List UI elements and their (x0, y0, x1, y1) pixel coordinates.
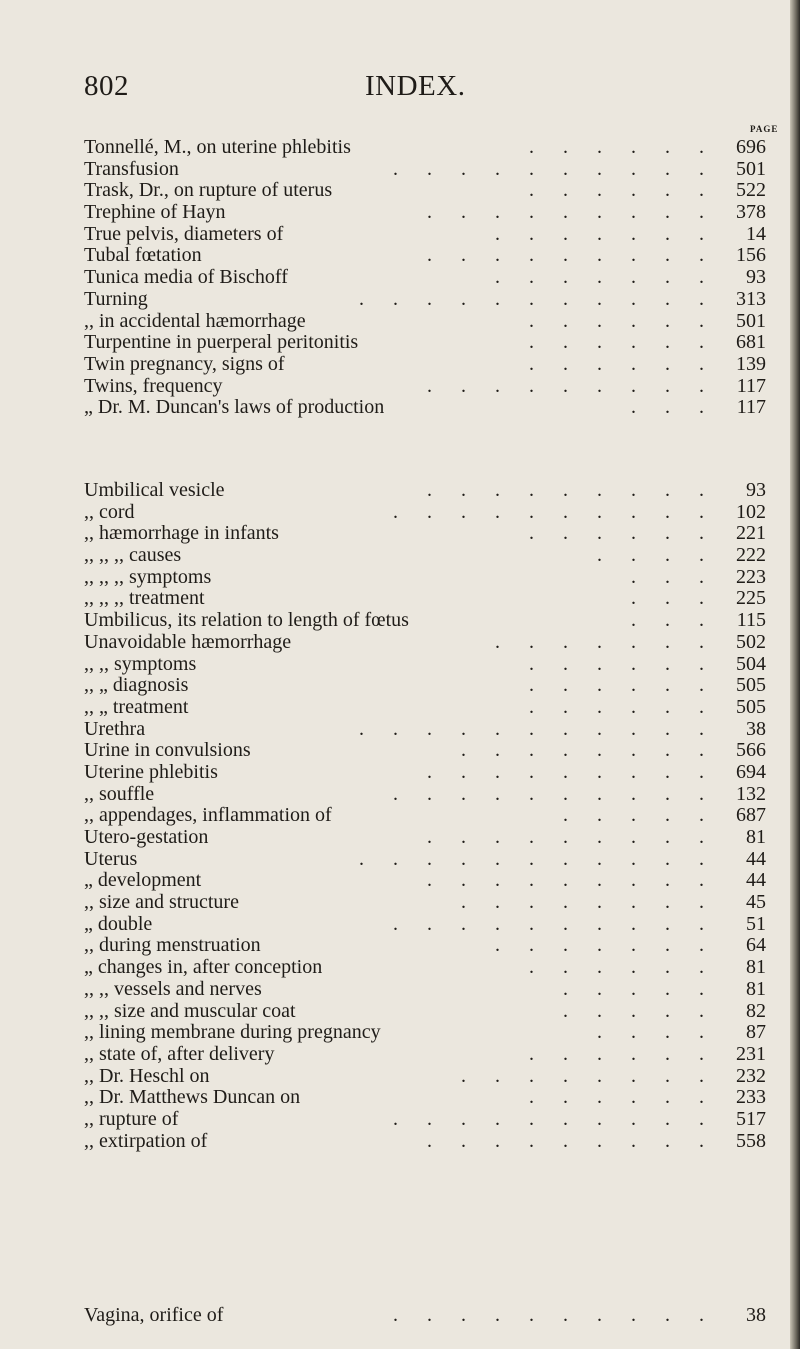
index-entry (84, 1001, 766, 1023)
entry-page-number: 501 (736, 157, 766, 180)
entry-page-number: 687 (736, 804, 766, 827)
entry-text: Vagina, orifice of (84, 1304, 224, 1326)
entry-leader-dots: . . . . (597, 544, 716, 567)
entry-leader-dots: . . . . . . (529, 1042, 716, 1065)
entry-page-number: 102 (736, 500, 766, 523)
entry-leader-dots: . . . . . . (529, 1086, 716, 1109)
index-entry (84, 1305, 766, 1327)
entry-leader-dots: . . . . . . . . . . (393, 782, 716, 805)
entry-text: Umbilical vesicle (84, 479, 225, 501)
entry-text: ,, Dr. Heschl on (84, 1064, 210, 1087)
entry-page-number: 45 (746, 891, 766, 914)
index-group-v (84, 1305, 766, 1327)
entry-leader-dots: . . . . . . . . . . . (359, 287, 716, 310)
entry-leader-dots: . . . (631, 396, 716, 419)
entry-page-number: 14 (746, 222, 766, 245)
entry-page-number: 694 (736, 760, 766, 783)
entry-leader-dots: . . . . (597, 1021, 716, 1044)
entry-leader-dots: . . . . . . . . . . . (359, 717, 716, 740)
entry-page-number: 44 (746, 847, 766, 870)
index-entry (84, 202, 766, 224)
entry-leader-dots: . . . . . . (529, 956, 716, 979)
entry-text: ,, ,, symptoms (84, 652, 197, 675)
entry-leader-dots: . . . . . (563, 999, 716, 1022)
index-entry (84, 376, 766, 398)
entry-text: „ Dr. M. Duncan's laws of production (84, 396, 385, 419)
entry-page-number: 81 (746, 826, 766, 848)
index-entry (84, 784, 766, 806)
entry-leader-dots: . . . . . . . . . (427, 1129, 716, 1152)
entry-leader-dots: . . . . . . . (495, 266, 716, 289)
entry-leader-dots: . . . . . . . . (461, 739, 716, 762)
entry-text: Trask, Dr., on rupture of uterus (84, 179, 333, 202)
entry-text: ,, cord (84, 500, 135, 523)
entry-text: ,, ,, ,, causes (84, 544, 182, 567)
entry-leader-dots: . . . . . (563, 804, 716, 827)
entry-page-number: 132 (736, 782, 766, 805)
entry-text: „ double (84, 912, 153, 935)
entry-leader-dots: . . . . . . . . . . (393, 500, 716, 523)
entry-text: Twins, frequency (84, 374, 223, 397)
entry-leader-dots: . . . . . . . (495, 222, 716, 245)
index-entry (84, 397, 766, 419)
entry-page-number: 681 (736, 331, 766, 354)
index-entry (84, 1066, 766, 1088)
index-group-u (84, 480, 766, 1152)
index-entry (84, 245, 766, 267)
entry-leader-dots: . . . . . . (529, 522, 716, 545)
entry-page-number: 38 (746, 717, 766, 740)
entry-text: ,, size and structure (84, 891, 239, 914)
index-entry (84, 289, 766, 311)
entry-page-number: 38 (746, 1304, 766, 1326)
entry-text: ,, ,, ,, treatment (84, 587, 205, 610)
entry-text: ,, during menstruation (84, 934, 261, 957)
entry-page-number: 517 (736, 1107, 766, 1130)
entry-leader-dots: . . . . . . . . . . (393, 157, 716, 180)
entry-leader-dots: . . . . . . . . . (427, 201, 716, 224)
entry-text: ,, ,, size and muscular coat (84, 999, 296, 1022)
entry-text: Turpentine in puerperal peritonitis (84, 331, 359, 354)
index-entry (84, 632, 766, 654)
entry-page-number: 522 (736, 179, 766, 202)
entry-page-number: 505 (736, 674, 766, 697)
entry-leader-dots: . . . . . . . . . . (393, 1107, 716, 1130)
entry-leader-dots: . . . . . . (529, 674, 716, 697)
index-entry (84, 159, 766, 181)
page-title: INDEX. (365, 70, 466, 102)
index-entry (84, 1087, 766, 1109)
entry-page-number: 51 (746, 912, 766, 935)
index-entry (84, 892, 766, 914)
entry-page-number: 378 (736, 201, 766, 224)
entry-page-number: 221 (736, 522, 766, 545)
entry-page-number: 93 (746, 266, 766, 289)
entry-text: Utero-gestation (84, 826, 209, 848)
entry-page-number: 81 (746, 977, 766, 1000)
entry-leader-dots: . . . . . . (529, 652, 716, 675)
index-entry (84, 502, 766, 524)
index-entry (84, 567, 766, 589)
entry-page-number: 313 (736, 287, 766, 310)
entry-leader-dots: . . . . . . . . . . . (359, 847, 716, 870)
entry-text: Twin pregnancy, signs of (84, 352, 285, 375)
entry-leader-dots: . . . (631, 587, 716, 610)
page-edge-shadow (790, 0, 800, 1349)
index-entry (84, 849, 766, 871)
index-entry (84, 311, 766, 333)
index-entry (84, 957, 766, 979)
entry-text: ,, Dr. Matthews Duncan on (84, 1086, 301, 1109)
entry-page-number: 558 (736, 1129, 766, 1152)
entry-text: ,, souffle (84, 782, 155, 805)
entry-leader-dots: . . . . . . . (495, 934, 716, 957)
page-column-label: PAGE (750, 124, 779, 134)
entry-page-number: 502 (736, 630, 766, 653)
entry-page-number: 231 (736, 1042, 766, 1065)
entry-leader-dots: . . . . . . . . (461, 891, 716, 914)
index-entry (84, 740, 766, 762)
index-entry (84, 480, 766, 502)
entry-page-number: 93 (746, 479, 766, 501)
entry-text: ,, extirpation of (84, 1129, 208, 1152)
entry-page-number: 232 (736, 1064, 766, 1087)
entry-text: ,, lining membrane during pregnancy (84, 1021, 381, 1044)
entry-text: „ changes in, after conception (84, 956, 323, 979)
entry-text: ,, ,, ,, symptoms (84, 565, 212, 588)
entry-page-number: 223 (736, 565, 766, 588)
entry-page-number: 81 (746, 956, 766, 979)
entry-leader-dots: . . . (631, 609, 716, 632)
index-entry (84, 137, 766, 159)
entry-leader-dots: . . . . . (563, 977, 716, 1000)
entry-text: Uterus (84, 847, 138, 870)
entry-text: Umbilicus, its relation to length of fœtus (84, 609, 409, 632)
entry-text: Urethra (84, 717, 146, 740)
entry-text: „ development (84, 869, 202, 892)
entry-text: True pelvis, diameters of (84, 222, 284, 245)
entry-page-number: 117 (736, 396, 766, 419)
index-entry (84, 545, 766, 567)
index-entry (84, 588, 766, 610)
entry-leader-dots: . . . . . . . . . (427, 374, 716, 397)
entry-leader-dots: . . . . . . (529, 309, 716, 332)
entry-page-number: 233 (736, 1086, 766, 1109)
entry-text: ,, rupture of (84, 1107, 179, 1130)
index-entry (84, 224, 766, 246)
index-entry (84, 762, 766, 784)
entry-leader-dots: . . . . . . (529, 136, 716, 158)
index-entry (84, 267, 766, 289)
index-entry (84, 914, 766, 936)
entry-text: Transfusion (84, 157, 179, 180)
entry-page-number: 87 (746, 1021, 766, 1044)
index-entry (84, 654, 766, 676)
entry-leader-dots: . . . . . . . . . . (393, 912, 716, 935)
index-entry (84, 870, 766, 892)
index-entry (84, 180, 766, 202)
entry-page-number: 501 (736, 309, 766, 332)
entry-page-number: 115 (736, 609, 766, 632)
entry-page-number: 156 (736, 244, 766, 267)
entry-page-number: 566 (736, 739, 766, 762)
entry-page-number: 696 (736, 136, 766, 158)
entry-text: ,, hæmorrhage in infants (84, 522, 279, 545)
entry-page-number: 64 (746, 934, 766, 957)
index-entry (84, 610, 766, 632)
index-entry (84, 827, 766, 849)
entry-text: Turning (84, 287, 148, 310)
entry-leader-dots: . . . . . . . (495, 630, 716, 653)
entry-page-number: 139 (736, 352, 766, 375)
entry-text: ,, state of, after delivery (84, 1042, 275, 1065)
entry-text: ,, „ diagnosis (84, 674, 189, 697)
index-entry (84, 1044, 766, 1066)
index-entry (84, 332, 766, 354)
entry-leader-dots: . . . . . . (529, 331, 716, 354)
index-entry (84, 1109, 766, 1131)
entry-page-number: 504 (736, 652, 766, 675)
entry-page-number: 44 (746, 869, 766, 892)
entry-leader-dots: . . . . . . . . (461, 1064, 716, 1087)
entry-text: Trephine of Hayn (84, 201, 226, 224)
entry-text: Tubal fœtation (84, 244, 202, 267)
index-group-t (84, 137, 766, 419)
entry-leader-dots: . . . . . . (529, 352, 716, 375)
entry-text: ,, appendages, inflammation of (84, 804, 332, 827)
entry-leader-dots: . . . . . . . . . (427, 826, 716, 848)
entry-page-number: 117 (736, 374, 766, 397)
entry-leader-dots: . . . . . . . . . (427, 244, 716, 267)
index-entry (84, 523, 766, 545)
entry-text: Uterine phlebitis (84, 760, 218, 783)
index-entry (84, 354, 766, 376)
entry-leader-dots: . . . (631, 565, 716, 588)
entry-leader-dots: . . . . . . . . . (427, 479, 716, 501)
entry-text: Urine in convulsions (84, 739, 251, 762)
entry-text: Tunica media of Bischoff (84, 266, 288, 289)
index-entry (84, 1131, 766, 1153)
entry-leader-dots: . . . . . . . . . (427, 869, 716, 892)
entry-text: Tonnellé, M., on uterine phlebitis (84, 136, 351, 158)
entry-leader-dots: . . . . . . (529, 179, 716, 202)
index-entry (84, 697, 766, 719)
entry-page-number: 82 (746, 999, 766, 1022)
entry-page-number: 225 (736, 587, 766, 610)
entry-leader-dots: . . . . . . (529, 695, 716, 718)
entry-page-number: 222 (736, 544, 766, 567)
entry-page-number: 505 (736, 695, 766, 718)
entry-text: ,, in accidental hæmorrhage (84, 309, 306, 332)
entry-leader-dots: . . . . . . . . . . (393, 1304, 716, 1326)
index-entry (84, 675, 766, 697)
index-entry (84, 1022, 766, 1044)
index-entry (84, 805, 766, 827)
page-number: 802 (84, 70, 129, 102)
entry-text: ,, ,, vessels and nerves (84, 977, 262, 1000)
index-entry (84, 719, 766, 741)
entry-text: ,, „ treatment (84, 695, 189, 718)
entry-text: Unavoidable hæmorrhage (84, 630, 292, 653)
index-entry (84, 979, 766, 1001)
index-entry (84, 935, 766, 957)
page-header (0, 70, 790, 106)
entry-leader-dots: . . . . . . . . . (427, 760, 716, 783)
